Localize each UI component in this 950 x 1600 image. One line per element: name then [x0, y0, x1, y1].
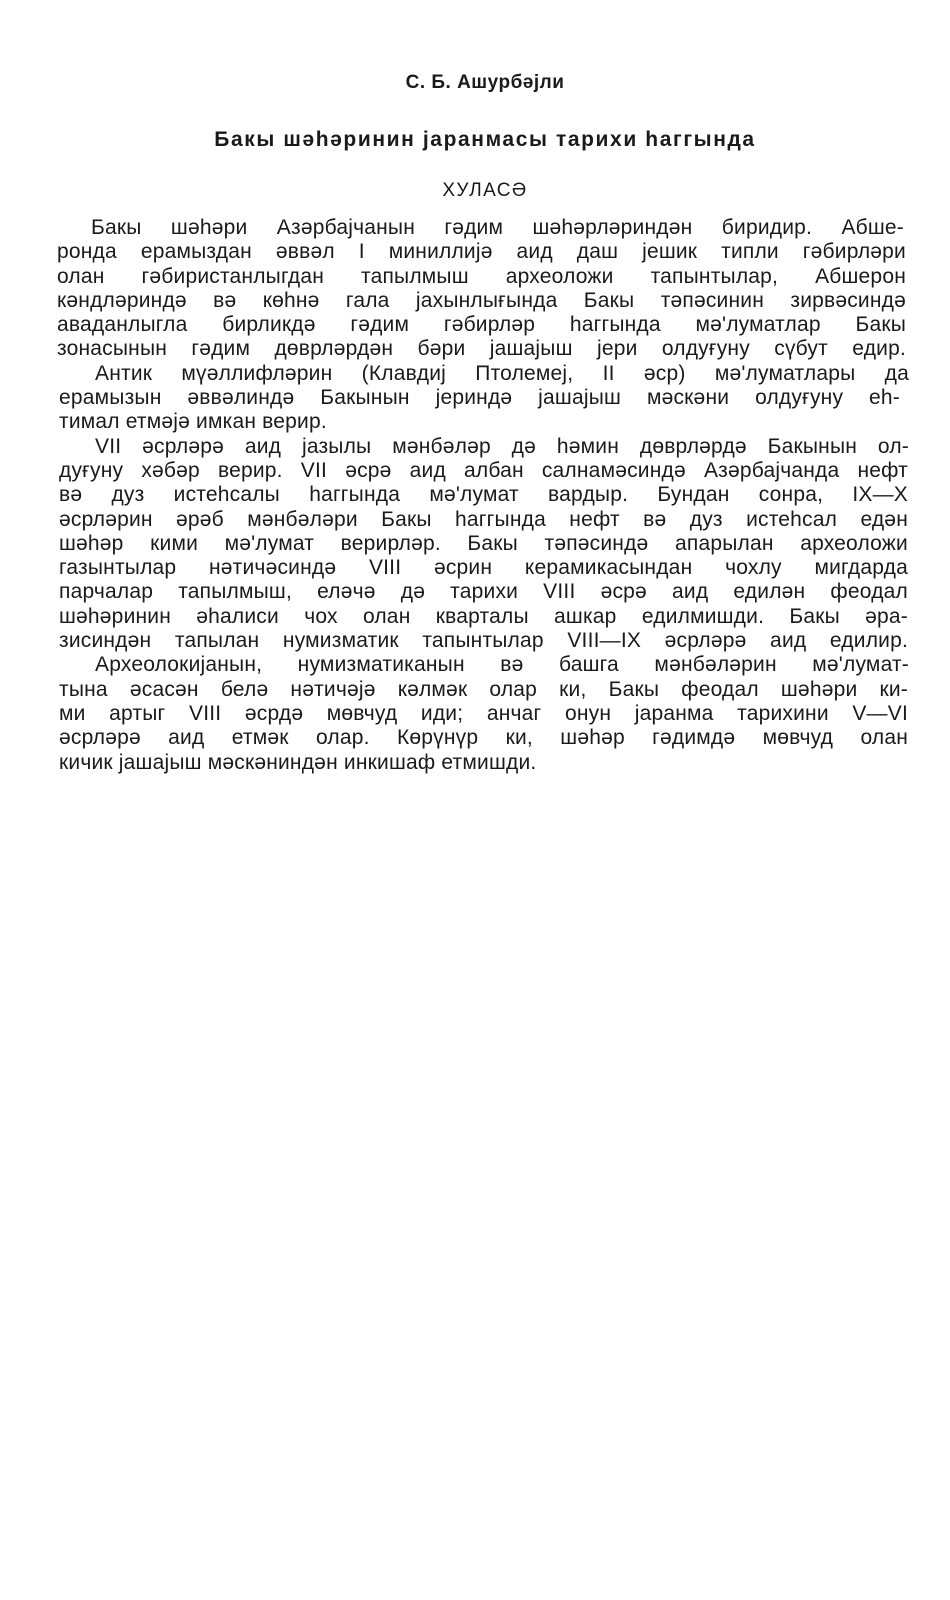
text-line: Антик мүәллифләрин (Клавдиј Птолемеј, II әср) мә'луматлары да — [95, 361, 909, 385]
text-line: аваданлыгла бирликдә гәдим гәбирләр һаггында мә'луматлар Бакы — [57, 313, 906, 337]
text-line: тимал етмәјә имкан верир. — [59, 410, 327, 434]
text-line: әсрләрә аид етмәк олар. Көрүнүр ки, шәһәр гәдимдә мөвчуд олан — [59, 726, 908, 750]
article-body — [57, 216, 910, 775]
text-line: тына әсасән белә нәтичәјә кәлмәк олар ки, Бакы феодал шәһәри ки- — [59, 677, 908, 701]
text-line: олан гәбиристанлыгдан тапылмыш археоложи тапынтылар, Абшерон — [57, 264, 906, 288]
text-line: Бакы шәһәри Азәрбајчанын гәдим шәһәрләриндән биридир. Абше- — [91, 216, 904, 239]
text-line: дуғуну хәбәр верир. VII әсрә аид албан салнамәсиндә Азәрбајчанда нефт — [59, 458, 908, 482]
text-line: ронда ерамыздан әввәл I миниллијә аид даш јешик типли гәбирләри — [57, 240, 906, 264]
text-line: ми артыг VIII әсрдә мөвчуд иди; анчаг онун јаранма тарихини V—VI — [59, 701, 909, 725]
paragraph — [59, 653, 910, 774]
author-name: С. Б. Ашурбәјли — [405, 72, 565, 93]
section-heading: ХУЛАСӘ — [442, 180, 528, 201]
text-line: ерамызын әввәлиндә Бакынын јериндә јашајыш мәскәни олдуғуну еһ- — [59, 386, 900, 410]
text-line: VII әсрләрә аид јазылы мәнбәләр дә һәмин дөврләрдә Бакынын ол- — [95, 434, 909, 458]
text-line: шәһәринин әһалиси чох олан кварталы ашкар едилмишди. Бакы әра- — [59, 604, 908, 628]
text-line: парчалар тапылмыш, еләчә дә тарихи VIII әсрә аид едилән феодал — [59, 580, 908, 604]
paragraph — [57, 216, 910, 362]
text-line: кәндләриндә вә көһнә гала јахынлығында Бакы тәпәсинин зирвәсиндә — [57, 288, 906, 312]
text-line: әсрләрин әрәб мәнбәләри Бакы һаггында нефт вә дуз истеһсал едән — [59, 507, 908, 531]
paragraph — [59, 434, 910, 654]
text-line: газынтылар нәтичәсиндә VIII әсрин керамикасындан чохлу мигдарда — [59, 556, 908, 580]
text-line: зисиндән тапылан нумизматик тапынтылар VIII—IX әсрләрә аид едилир. — [59, 629, 908, 653]
text-line: зонасынын гәдим дөврләрдән бәри јашајыш јери олдуғуну сүбут едир. — [57, 337, 906, 361]
paragraph — [59, 361, 910, 435]
text-line: кичик јашајыш мәскәниндән инкишаф етмишди. — [59, 750, 537, 774]
text-line: вә дуз истеһсалы һаггында мә'лумат вардыр. Бундан сонра, IX—X — [59, 483, 908, 507]
article-title: Бакы шәһәринин јаранмасы тарихи һаггында — [214, 128, 756, 151]
text-line: шәһәр кими мә'лумат верирләр. Бакы тәпәсиндә апарылан археоложи — [59, 531, 908, 555]
text-line: Археолокијанын, нумизматиканын вә башга мәнбәләрин мә'лумат- — [95, 653, 909, 677]
